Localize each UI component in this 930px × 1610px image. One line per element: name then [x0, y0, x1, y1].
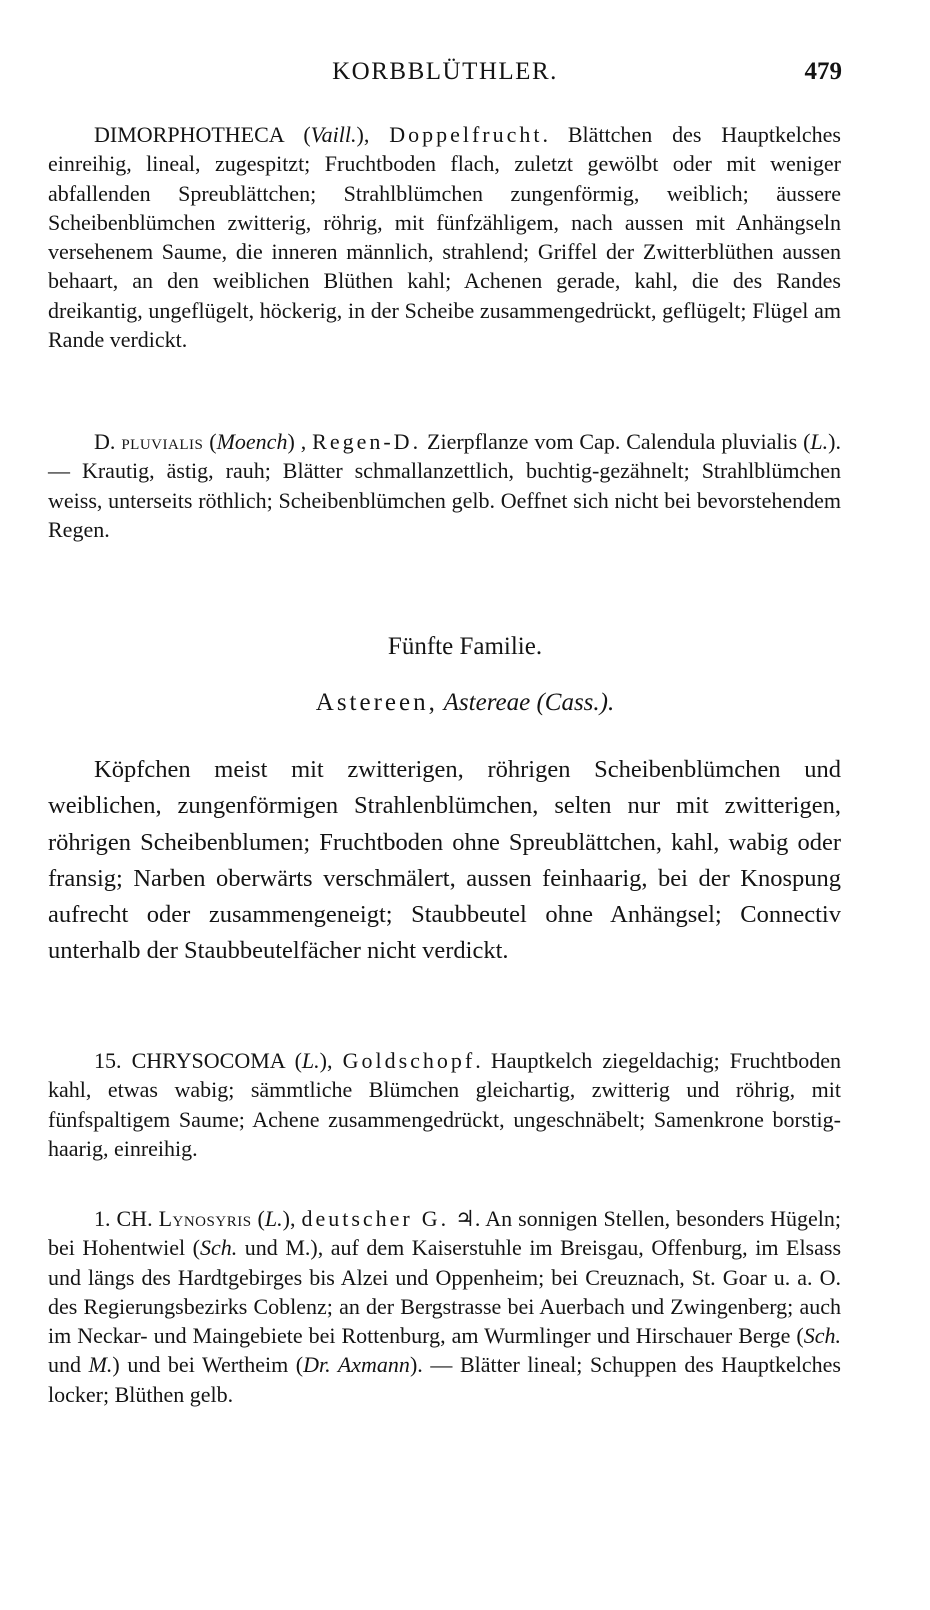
species-text: ). — Blätter lineal; Schuppen des Hauptkelches locker; Blüthen gelb.: [48, 1352, 841, 1407]
running-head: KORBBLÜTHLER.: [332, 58, 558, 85]
species-epithet: pluvialis: [121, 429, 204, 454]
family-heading: Fünfte Familie.: [387, 633, 543, 660]
species-lynosyris: [48, 1204, 841, 1409]
reference: Sch.: [199, 1235, 238, 1261]
paren-open: (: [284, 1048, 302, 1073]
species-text: ). — Krautig, ästig, rauh; Blätter schmallanzettlich, buchtig-gezähnelt; Strahlblümchen weiss, unterseits röthlich; Scheibenblümchen gelb. Oeffnet sich nicht bei bevorstehendem Regen.: [48, 429, 841, 542]
paren-open: (: [203, 429, 217, 454]
species-epithet: Lynosyris: [158, 1206, 252, 1231]
paren-open: (: [283, 122, 311, 147]
page-header: [48, 58, 842, 98]
paren-open: (: [251, 1206, 265, 1231]
genus-description: . Hauptkelch ziegeldachig; Fruchtboden kahl, etwas wabig; sämmtliche Blümchen gleichartig, zwitterig und röhrig, mit fünfspaltigem Saume; Achene zusammengedrückt, ungeschnäbelt; Samenkrone borstig-haarig, einreihig.: [48, 1048, 841, 1161]
family-description: Köpfchen meist mit zwitterigen, röhrigen Scheibenblümchen und weiblichen, zungenförmigen Strahlenblümchen, selten nur mit zwitterigen, röhrigen Scheibenblumen; Fruchtboden ohne Spreublättchen, kahl, wabig oder fransig; Narben oberwärts verschmälert, aussen feinhaarig, bei der Knospung aufrecht oder zusammengeneigt; Staubbeutel ohne Anhängsel; Connectiv unterhalb der Staubbeutelfächer nicht verdickt.: [48, 756, 841, 965]
reference: M.: [88, 1352, 113, 1378]
author: L.: [301, 1048, 320, 1073]
species-text: ) und bei Wertheim (: [112, 1352, 304, 1378]
family-german-name: Astereen,: [315, 689, 438, 716]
page-number: 479: [804, 58, 842, 85]
paren-close: ),: [282, 1206, 302, 1231]
genus-description: . Blättchen des Hauptkelches einreihig, lineal, zugespitzt; Fruchtboden flach, zuletzt gewölbt oder mit weniger abfallenden Spreublättchen; Strahlblümchen zungenförmig, weiblich; äussere Scheibenblümchen zwitterig, röhrig, mit fünfzähligem, nach aussen mit Anhängseln versehenem Saume, die inneren männlich, strahlend; Griffel der Zwitterblüthen aussen behaart, an den weiblichen Blüthen kahl; Achenen gerade, kahl, die des Randes dreikantig, ungeflügelt, höckerig, in der Scheibe zusammengedrückt, geflügelt; Flügel am Rande verdickt.: [48, 122, 841, 353]
genus-dimorphotheca: [48, 120, 841, 354]
family-latin-name: Astereae (Cass.).: [437, 689, 615, 716]
species-prefix: D.: [94, 429, 122, 454]
german-name: Goldschopf: [342, 1048, 476, 1073]
german-name: Regen-D.: [312, 429, 422, 454]
author: Vaill.: [310, 122, 357, 147]
paren-close: ),: [319, 1048, 343, 1073]
paren-close: ),: [356, 122, 390, 147]
genus-chrysocoma: [48, 1046, 841, 1163]
german-name: Doppelfrucht: [389, 122, 543, 147]
species-text: Zierpflanze vom Cap. Calendula pluvialis (: [421, 429, 811, 454]
species-text: . An sonnigen Stellen, besonders Hügeln; bei Hohentwiel (: [48, 1206, 842, 1261]
perennial-symbol: ♃: [449, 1206, 475, 1231]
species-prefix: 1. CH.: [94, 1206, 159, 1231]
reference: Dr. Axmann: [303, 1352, 410, 1378]
genus-name: 15. CHRYSOCOMA: [94, 1048, 285, 1073]
author: L.: [264, 1206, 283, 1231]
paren-close: ) ,: [287, 429, 313, 454]
species-text: und: [48, 1352, 89, 1378]
author: L.: [810, 429, 829, 454]
reference: Sch.: [803, 1323, 841, 1349]
family-name: [0, 689, 930, 717]
species-pluvialis: [48, 427, 841, 544]
german-name: deutscher G.: [301, 1206, 450, 1231]
author: Moench: [216, 429, 288, 454]
genus-name: DIMORPHOTHECA: [94, 122, 284, 147]
species-text: und M.), auf dem Kaiserstuhle im Breisgau, Offenburg, im Elsass und längs des Hardtgebirges bis Alzei und Oppenheim; bei Creuznach, St. Goar u. a. O. des Regierungsbezirks Coblenz; an der Bergstrasse bei Auerbach und Zwingenberg; auch im Neckar- und Maingebiete bei Rottenburg, am Wurmlinger und Hirschauer Berge (: [48, 1235, 841, 1349]
